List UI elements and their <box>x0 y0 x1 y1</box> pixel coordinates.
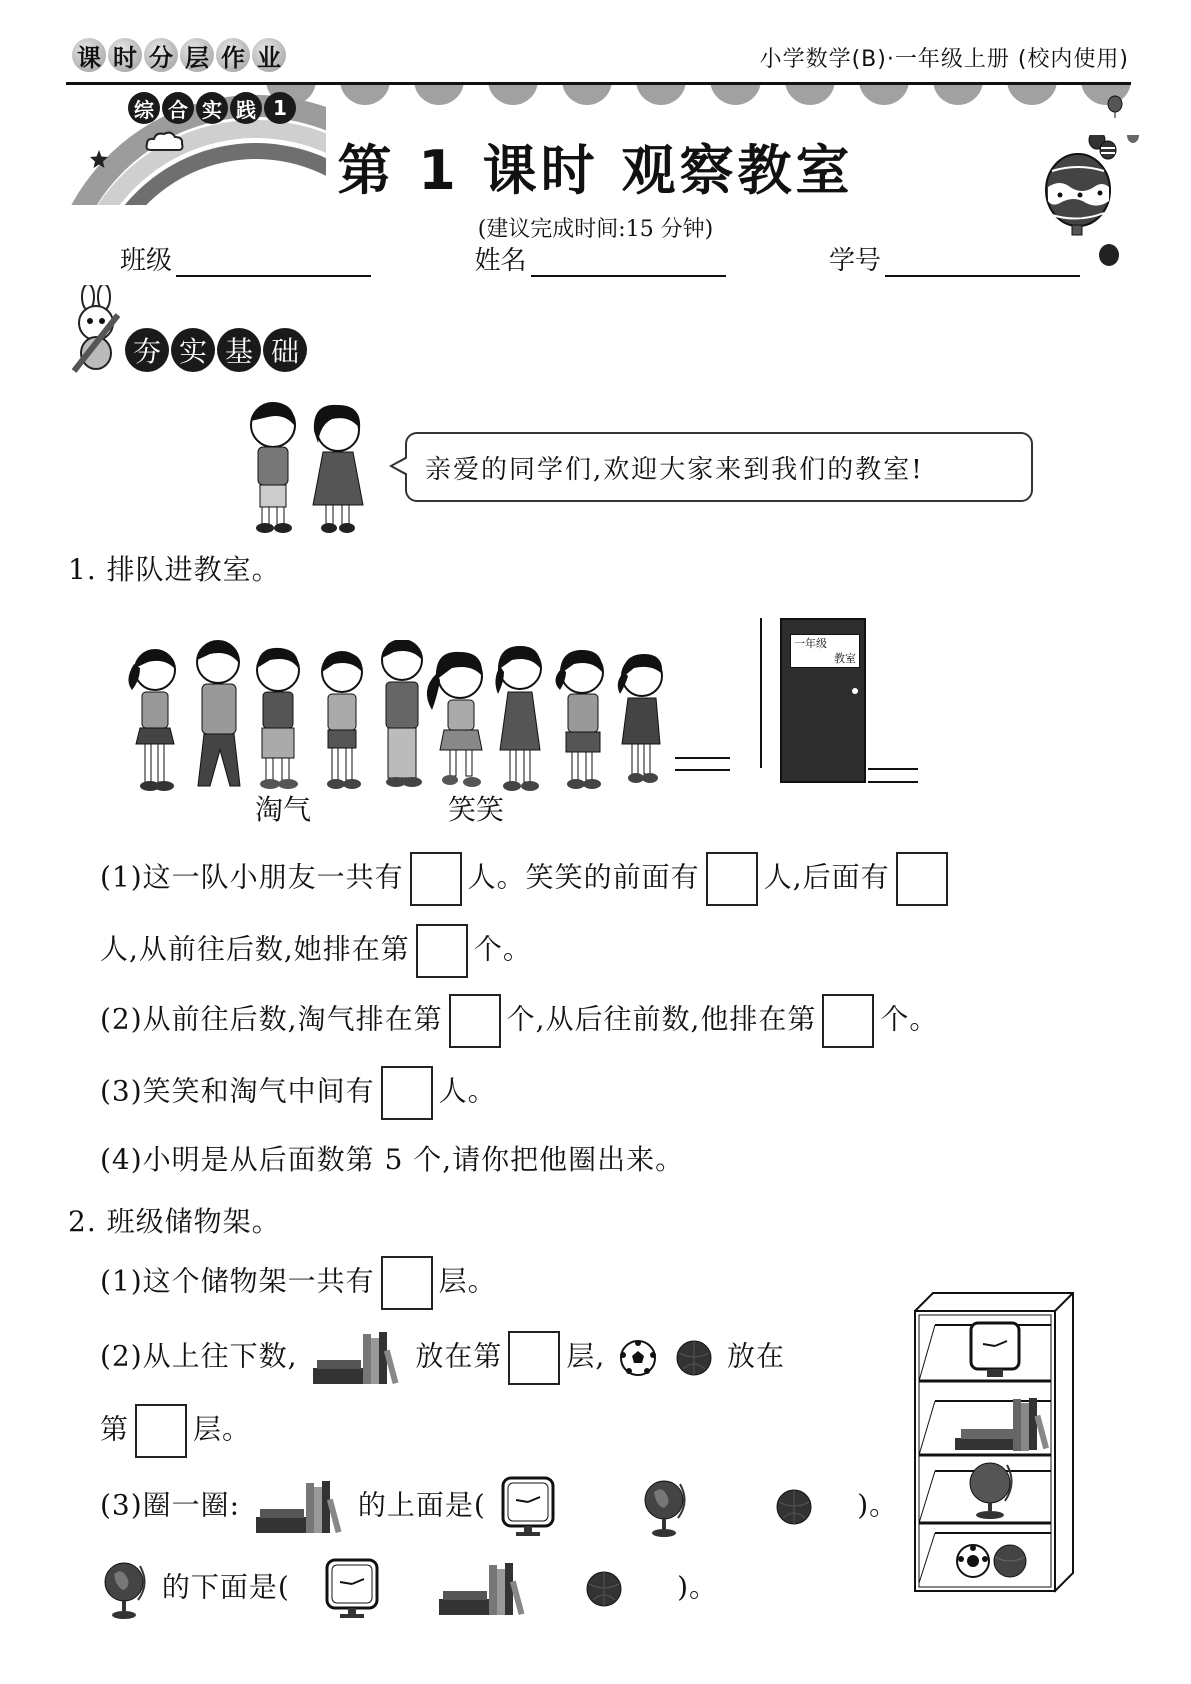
wall-edge <box>760 618 762 768</box>
answer-box-shelf-layers[interactable] <box>381 1256 433 1310</box>
class-label: 班级 <box>120 246 173 276</box>
answer-box-xiaoxiao-position[interactable] <box>416 924 468 978</box>
q1-sub1-text-a: (1)这一队小朋友一共有 <box>100 860 404 894</box>
label-xiaoxiao: 笑笑 <box>448 793 505 826</box>
kid-taoqi <box>257 648 299 789</box>
greeting-kids-illustration <box>228 395 378 535</box>
kid-8 <box>555 650 603 789</box>
book-info: 小学数学(B)·一年级上册 (校内使用) <box>759 47 1129 72</box>
q2-sub2-text-d: 放在 <box>727 1339 786 1373</box>
q2-sub2-text-f: 层。 <box>193 1412 252 1446</box>
answer-box-between-count[interactable] <box>381 1066 433 1120</box>
clock-option-icon[interactable] <box>500 1476 556 1538</box>
q1-sub1-text-b: 人。笑笑的前面有 <box>467 860 700 894</box>
name-input-line[interactable] <box>531 247 726 277</box>
suggested-time: (建议完成时间:15 分钟) <box>477 217 714 242</box>
q1-sub1-text-e: 个。 <box>473 932 532 966</box>
books-option-icon[interactable] <box>437 1561 527 1617</box>
q2-sub2-text-e: 第 <box>100 1412 130 1446</box>
q1-sub2-text-b: 个,从后往前数,他排在第 <box>506 1002 817 1036</box>
student-id-label: 学号 <box>828 246 881 276</box>
kid-4 <box>322 652 362 789</box>
door-sign-line1: 一年级 <box>794 637 827 650</box>
q2-sub3-text-b: 的上面是( <box>357 1488 486 1522</box>
q2-sub3-line2 <box>100 1558 718 1620</box>
kids-queue-illustration[interactable] <box>120 640 730 800</box>
section-char: 础 <box>263 328 307 372</box>
unit-char: 实 <box>196 92 228 124</box>
q2-sub2-line2 <box>100 1404 251 1458</box>
globe-option-icon[interactable] <box>644 1476 688 1538</box>
clock-option-icon[interactable] <box>324 1558 380 1620</box>
answer-box-taoqi-back-position[interactable] <box>822 994 874 1048</box>
q2-sub2-line1 <box>100 1330 785 1386</box>
series-char: 业 <box>252 38 286 72</box>
series-char: 时 <box>108 38 142 72</box>
rabbit-mascot-icon <box>66 285 128 375</box>
q2-sub3-text-c: )。 <box>857 1488 899 1522</box>
answer-box-books-layer[interactable] <box>508 1331 560 1385</box>
speech-bubble: 亲爱的同学们,欢迎大家来到我们的教室! <box>405 432 1033 502</box>
series-char: 分 <box>144 38 178 72</box>
answer-box-balls-layer[interactable] <box>135 1404 187 1458</box>
student-id-field[interactable] <box>829 240 1080 277</box>
kid-5 <box>382 640 422 787</box>
door-sign-line2: 教室 <box>834 652 856 665</box>
name-field[interactable] <box>474 240 725 277</box>
section-badge <box>125 328 307 372</box>
door-knob-icon <box>852 688 858 694</box>
basketball-option-icon[interactable] <box>585 1570 623 1608</box>
q1-sub3 <box>100 1066 497 1120</box>
globe-icon <box>104 1558 148 1620</box>
q1-title: 1. 排队进教室。 <box>68 553 281 586</box>
q1-sub1-line1 <box>100 852 954 906</box>
answer-box-before-xiaoxiao[interactable] <box>706 852 758 906</box>
q1-sub2 <box>100 994 938 1048</box>
q2-sub2-text-a: (2)从上往下数, <box>100 1339 298 1373</box>
q2-sub3-text-a: (3)圈一圈: <box>100 1488 241 1522</box>
page-title: 第 1 课时 观察教室 <box>337 139 854 202</box>
q1-sub1-line2 <box>100 924 532 978</box>
section-char: 基 <box>217 328 261 372</box>
series-title-badge <box>72 38 286 72</box>
kid-xiaoxiao <box>427 652 482 787</box>
kid-1 <box>128 650 175 791</box>
unit-char: 综 <box>128 92 160 124</box>
q1-sub3-text-a: (3)笑笑和淘气中间有 <box>100 1074 375 1108</box>
door-sign <box>790 634 860 668</box>
class-field[interactable] <box>120 240 371 277</box>
unit-char: 1 <box>264 92 296 124</box>
kid-9 <box>618 654 662 783</box>
answer-box-total-kids[interactable] <box>410 852 462 906</box>
q2-sub3-text-d: 的下面是( <box>161 1570 290 1604</box>
q2-sub1 <box>100 1256 497 1310</box>
answer-box-after-xiaoxiao[interactable] <box>896 852 948 906</box>
small-balloon-icon <box>1106 95 1124 119</box>
q2-sub2-text-b: 放在第 <box>415 1339 503 1373</box>
kid-2 <box>197 641 240 786</box>
q2-sub1-text-a: (1)这个储物架一共有 <box>100 1264 375 1298</box>
q1-sub1-text-c: 人,后面有 <box>763 860 890 894</box>
name-label: 姓名 <box>474 246 527 276</box>
section-char: 实 <box>171 328 215 372</box>
soccer-ball-icon <box>619 1339 657 1377</box>
unit-badge <box>128 92 296 124</box>
wall-baseboard <box>868 781 918 783</box>
unit-char: 合 <box>162 92 194 124</box>
classroom-door <box>760 618 910 786</box>
answer-box-taoqi-front-position[interactable] <box>449 994 501 1048</box>
q1-sub3-text-b: 人。 <box>438 1074 497 1108</box>
q2-sub3-line1 <box>100 1476 898 1538</box>
striped-balloon-icon <box>1098 140 1118 166</box>
basketball-icon <box>675 1339 713 1377</box>
kid-7 <box>495 646 541 791</box>
q2-title: 2. 班级储物架。 <box>68 1205 281 1238</box>
q2-sub2-text-c: 层, <box>566 1339 606 1373</box>
shelf-clock <box>971 1323 1019 1377</box>
section-char: 夯 <box>125 328 169 372</box>
label-taoqi: 淘气 <box>255 793 312 826</box>
q2-sub1-text-b: 层。 <box>438 1264 497 1298</box>
student-info-row <box>120 240 1080 277</box>
wall-baseboard <box>868 768 918 770</box>
q2-sub3-text-e: )。 <box>677 1570 719 1604</box>
books-icon <box>311 1330 401 1386</box>
unit-char: 践 <box>230 92 262 124</box>
basketball-option-icon[interactable] <box>775 1488 813 1526</box>
door <box>780 618 866 783</box>
bookshelf-illustration <box>905 1283 1075 1593</box>
series-char: 层 <box>180 38 214 72</box>
books-icon <box>254 1479 344 1535</box>
q1-sub2-text-a: (2)从前往后数,淘气排在第 <box>100 1002 443 1036</box>
series-char: 课 <box>72 38 106 72</box>
q1-sub1-text-d: 人,从前往后数,她排在第 <box>100 932 410 966</box>
series-char: 作 <box>216 38 250 72</box>
q1-sub2-text-c: 个。 <box>880 1002 939 1036</box>
q1-sub4: (4)小明是从后面数第 5 个,请你把他圈出来。 <box>100 1143 685 1176</box>
class-input-line[interactable] <box>176 247 371 277</box>
student-id-input-line[interactable] <box>885 247 1080 277</box>
